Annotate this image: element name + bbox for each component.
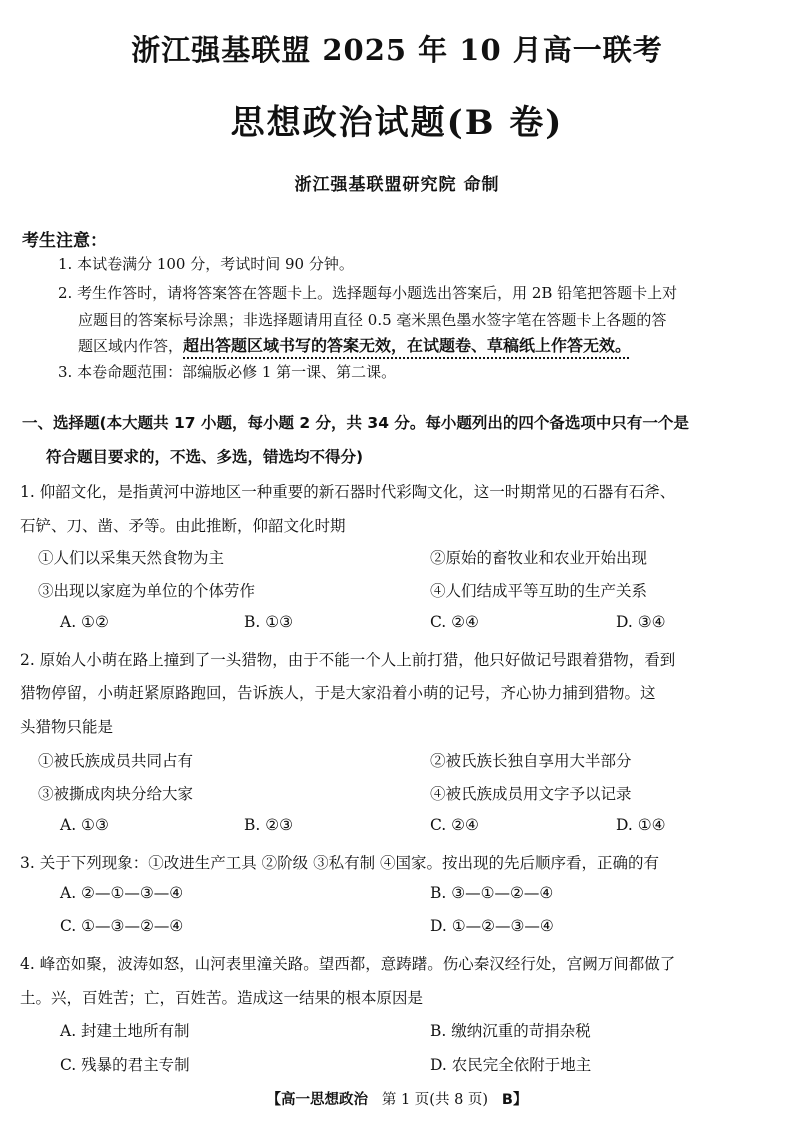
q1-option-d: D. ③④	[616, 613, 666, 631]
q4-stem-line-2: 土。兴，百姓苦；亡，百姓苦。造成这一结果的根本原因是	[20, 989, 424, 1007]
q4-option-d: D. 农民完全依附于地主	[430, 1056, 592, 1074]
q1-option-a: A. ①②	[60, 613, 109, 631]
q3-stem: 3. 关于下列现象：①改进生产工具 ②阶级 ③私有制 ④国家。按出现的先后顺序看，正确的有	[20, 854, 659, 872]
q4-stem-line-1: 4. 峰峦如聚，波涛如怒，山河表里潼关路。望西都，意踌躇。伤心秦汉经行处，宫阙万间都做了	[20, 955, 676, 973]
q2-option-d: D. ①④	[616, 816, 666, 834]
page-footer	[0, 1088, 794, 1109]
exam-title: 浙江强基联盟 2025 年 10 月高一联考	[131, 33, 663, 67]
footer-version: B】	[501, 1092, 528, 1108]
exam-subtitle: 思想政治试题(B 卷)	[230, 103, 564, 143]
q1-option-c: C. ②④	[430, 613, 479, 631]
q4-option-a: A. 封建土地所有制	[60, 1022, 190, 1040]
notice-item-2-line-3	[78, 333, 631, 356]
q3-option-d: D. ①—②—③—④	[430, 917, 554, 935]
q2-statement-1: ①被氏族成员共同占有	[38, 752, 194, 770]
q2-option-b: B. ②③	[244, 816, 294, 834]
q2-stem-line-2: 猎物停留，小萌赶紧原路跑回，告诉族人，于是大家沿着小萌的记号，齐心协力捕到猎物。这	[20, 684, 656, 702]
notice-emphasis: 超出答题区域书写的答案无效，在试题卷、草稿纸上作答无效。	[183, 336, 632, 355]
issuer-line: 浙江强基联盟研究院 命制	[294, 175, 500, 195]
notice-item-1: 1. 本试卷满分 100 分，考试时间 90 分钟。	[58, 255, 354, 273]
notice-item-2-line-2: 应题目的答案标号涂黑；非选择题请用直径 0.5 毫米黑色墨水签字笔在答题卡上各题的答	[78, 311, 667, 329]
section-heading-line-2: 符合题目要求的，不选、多选，错选均不得分)	[46, 448, 364, 466]
q2-statement-3: ③被撕成肉块分给大家	[38, 785, 194, 803]
notice-item-2-line-3-text: 题区域内作答，	[78, 337, 184, 355]
q4-option-c: C. 残暴的君主专制	[60, 1056, 190, 1074]
q2-statement-4: ④被氏族成员用文字予以记录	[430, 785, 632, 803]
q4-option-b: B. 缴纳沉重的苛捐杂税	[430, 1022, 591, 1040]
notice-heading: 考生注意：	[22, 231, 107, 251]
q3-option-b: B. ③—①—②—④	[430, 884, 554, 902]
q1-stem-line-2: 石铲、刀、凿、矛等。由此推断，仰韶文化时期	[20, 517, 346, 535]
notice-item-3: 3. 本卷命题范围：部编版必修 1 第一课、第二课。	[58, 363, 397, 381]
q1-stem-line-1: 1. 仰韶文化，是指黄河中游地区一种重要的新石器时代彩陶文化，这一时期常见的石器有石斧、	[20, 483, 676, 501]
q2-stem-line-3: 头猎物只能是	[20, 718, 114, 736]
q1-option-b: B. ①③	[244, 613, 294, 631]
q2-statement-2: ②被氏族长独自享用大半部分	[430, 752, 632, 770]
q1-statement-3: ③出现以家庭为单位的个体劳作	[38, 582, 256, 600]
q1-statement-4: ④人们结成平等互助的生产关系	[430, 582, 648, 600]
q3-option-c: C. ①—③—②—④	[60, 917, 184, 935]
q2-option-c: C. ②④	[430, 816, 479, 834]
notice-item-2-line-1: 2. 考生作答时，请将答案答在答题卡上。选择题每小题选出答案后，用 2B 铅笔把答题卡上对	[58, 284, 678, 302]
footer-subject: 【高一思想政治	[266, 1092, 369, 1108]
q3-option-a: A. ②—①—③—④	[60, 884, 184, 902]
q1-statement-2: ②原始的畜牧业和农业开始出现	[430, 549, 648, 567]
q2-option-a: A. ①③	[60, 816, 109, 834]
q1-statement-1: ①人们以采集天然食物为主	[38, 549, 225, 567]
q2-stem-line-1: 2. 原始人小萌在路上撞到了一头猎物，由于不能一个人上前打猎，他只好做记号跟着猎物，看到	[20, 651, 676, 669]
footer-page-number: 第 1 页(共 8 页)	[381, 1092, 489, 1108]
section-heading-line-1: 一、选择题(本大题共 17 小题，每小题 2 分，共 34 分。每小题列出的四个备选项中只有一个是	[22, 414, 689, 432]
